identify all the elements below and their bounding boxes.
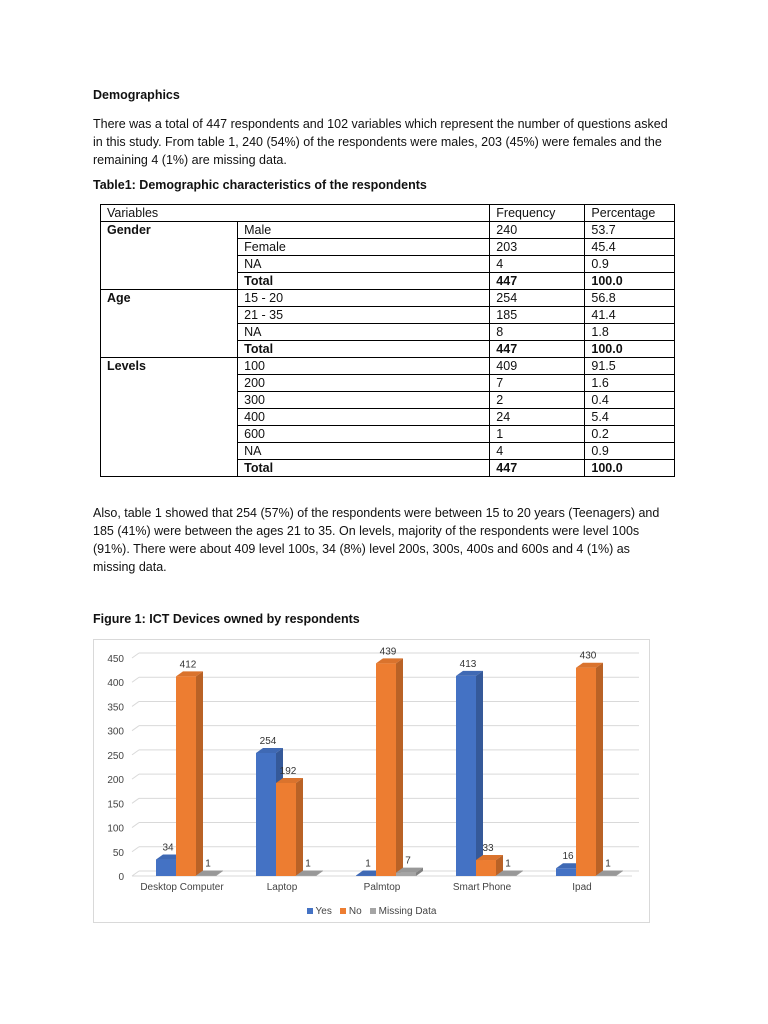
data-label: 430 <box>579 650 597 662</box>
header-percentage: Percentage <box>585 205 675 222</box>
percentage-cell: 100.0 <box>585 460 675 477</box>
data-label: 1 <box>505 858 511 870</box>
gridline-slant <box>132 750 139 755</box>
data-label: 1 <box>305 858 311 870</box>
bar-yes <box>256 753 276 876</box>
percentage-cell: 56.8 <box>585 290 675 307</box>
data-label: 254 <box>259 735 277 747</box>
bar-missing-data <box>596 876 616 877</box>
y-tick-label: 100 <box>107 823 124 835</box>
data-label: 1 <box>365 858 371 870</box>
y-tick-label: 450 <box>107 654 124 665</box>
gridline-slant <box>132 823 139 828</box>
figure-caption: Figure 1: ICT Devices owned by respondents <box>93 612 360 626</box>
gridline-slant <box>132 847 139 852</box>
percentage-cell: 1.6 <box>585 375 675 392</box>
row-label: 300 <box>238 392 490 409</box>
table-header-row <box>101 205 675 222</box>
row-label: Total <box>238 273 490 290</box>
group-label: Age <box>101 290 238 358</box>
bar-yes <box>156 860 176 876</box>
gridline-slant <box>132 701 139 706</box>
data-label: 439 <box>379 646 397 658</box>
table-caption: Table1: Demographic characteristics of the respondents <box>93 178 427 192</box>
paragraph-intro: There was a total of 447 respondents and 102 variables which represent the number of questions asked in this study. From table 1, 240 (54%) of the respondents were males, 203 (45%) were females and the remaining 4 (1%) are missing data. <box>93 117 668 167</box>
gridline-slant <box>132 871 139 876</box>
bar-side <box>196 671 203 876</box>
table-row <box>101 222 675 239</box>
frequency-cell: 8 <box>490 324 585 341</box>
y-tick-label: 50 <box>112 847 124 859</box>
gridline-slant <box>132 774 139 779</box>
frequency-cell: 447 <box>490 460 585 477</box>
frequency-cell: 254 <box>490 290 585 307</box>
bar-missing-data <box>296 876 316 877</box>
category-label: Ipad <box>572 882 592 893</box>
gridline-slant <box>132 798 139 803</box>
percentage-cell: 100.0 <box>585 273 675 290</box>
row-label: Total <box>238 460 490 477</box>
row-label: NA <box>238 256 490 273</box>
y-tick-label: 250 <box>107 750 124 762</box>
bar-no <box>176 676 196 876</box>
bar-side <box>296 778 303 876</box>
bar-no <box>576 668 596 876</box>
table-row <box>101 358 675 375</box>
bar-side <box>396 658 403 876</box>
header-variables: Variables <box>101 205 490 222</box>
bar-yes <box>556 868 576 876</box>
bar-no <box>276 783 296 876</box>
group-label: Gender <box>101 222 238 290</box>
bar-chart <box>93 639 650 923</box>
percentage-cell: 0.9 <box>585 256 675 273</box>
percentage-cell: 45.4 <box>585 239 675 256</box>
row-label: 15 - 20 <box>238 290 490 307</box>
header-frequency: Frequency <box>490 205 585 222</box>
y-tick-label: 0 <box>118 872 124 883</box>
chart-legend <box>94 906 649 917</box>
percentage-cell: 1.8 <box>585 324 675 341</box>
legend-label: Missing Data <box>378 906 437 917</box>
frequency-cell: 24 <box>490 409 585 426</box>
percentage-cell: 5.4 <box>585 409 675 426</box>
data-label: 192 <box>279 765 297 777</box>
frequency-cell: 447 <box>490 341 585 358</box>
frequency-cell: 185 <box>490 307 585 324</box>
bar-missing-data <box>496 876 516 877</box>
row-label: Female <box>238 239 490 256</box>
y-tick-label: 150 <box>107 799 124 811</box>
frequency-cell: 409 <box>490 358 585 375</box>
frequency-cell: 240 <box>490 222 585 239</box>
paragraph-summary: Also, table 1 showed that 254 (57%) of the respondents were between 15 to 20 years (Teenagers) and 185 (41%) were between the ages 21 to 35. On levels, majority of the respondents were level 100s (91%). There were about 409 level 100s, 34 (8%) level 200s, 300s, 400s and 600s and 4 (1%) as missing data. <box>93 506 660 574</box>
data-label: 33 <box>482 843 494 855</box>
data-label: 16 <box>562 851 574 863</box>
data-label: 1 <box>605 858 611 870</box>
frequency-cell: 2 <box>490 392 585 409</box>
demographics-table <box>100 204 675 477</box>
data-label: 1 <box>205 858 211 870</box>
legend-label: No <box>348 906 362 917</box>
bar-no <box>376 663 396 876</box>
frequency-cell: 1 <box>490 426 585 443</box>
frequency-cell: 4 <box>490 256 585 273</box>
frequency-cell: 447 <box>490 273 585 290</box>
legend-swatch <box>307 908 313 914</box>
legend-swatch <box>370 908 376 914</box>
row-label: 200 <box>238 375 490 392</box>
frequency-cell: 7 <box>490 375 585 392</box>
data-label: 412 <box>179 659 197 671</box>
gridline-slant <box>132 653 139 658</box>
row-label: NA <box>238 443 490 460</box>
category-label: Laptop <box>266 882 298 893</box>
row-label: NA <box>238 324 490 341</box>
legend-item <box>307 906 332 917</box>
gridline-slant <box>132 677 139 682</box>
row-label: 21 - 35 <box>238 307 490 324</box>
section-heading: Demographics <box>93 88 180 102</box>
data-label: 34 <box>162 842 174 854</box>
bar-yes <box>356 876 376 877</box>
category-label: Smart Phone <box>452 882 512 893</box>
gridline-slant <box>132 726 139 731</box>
legend-item <box>370 906 437 917</box>
percentage-cell: 0.4 <box>585 392 675 409</box>
row-label: Male <box>238 222 490 239</box>
data-label: 413 <box>459 658 477 670</box>
group-label: Levels <box>101 358 238 477</box>
row-label: 600 <box>238 426 490 443</box>
bar-missing-data <box>196 876 216 877</box>
frequency-cell: 203 <box>490 239 585 256</box>
percentage-cell: 53.7 <box>585 222 675 239</box>
row-label: 100 <box>238 358 490 375</box>
category-label: Desktop Computer <box>140 882 224 893</box>
y-tick-label: 400 <box>107 678 124 690</box>
legend-swatch <box>340 908 346 914</box>
percentage-cell: 100.0 <box>585 341 675 358</box>
chart-canvas <box>94 640 649 922</box>
y-tick-label: 200 <box>107 775 124 787</box>
legend-item <box>340 906 362 917</box>
legend-label: Yes <box>315 906 332 917</box>
data-label: 7 <box>405 855 411 867</box>
bar-yes <box>456 676 476 876</box>
bar-no <box>476 860 496 876</box>
table-row <box>101 290 675 307</box>
category-label: Palmtop <box>363 882 401 893</box>
frequency-cell: 4 <box>490 443 585 460</box>
percentage-cell: 91.5 <box>585 358 675 375</box>
bar-side <box>596 663 603 876</box>
percentage-cell: 41.4 <box>585 307 675 324</box>
bar-missing-data <box>396 873 416 876</box>
row-label: Total <box>238 341 490 358</box>
y-tick-label: 350 <box>107 702 124 714</box>
percentage-cell: 0.2 <box>585 426 675 443</box>
y-tick-label: 300 <box>107 726 124 738</box>
percentage-cell: 0.9 <box>585 443 675 460</box>
row-label: 400 <box>238 409 490 426</box>
